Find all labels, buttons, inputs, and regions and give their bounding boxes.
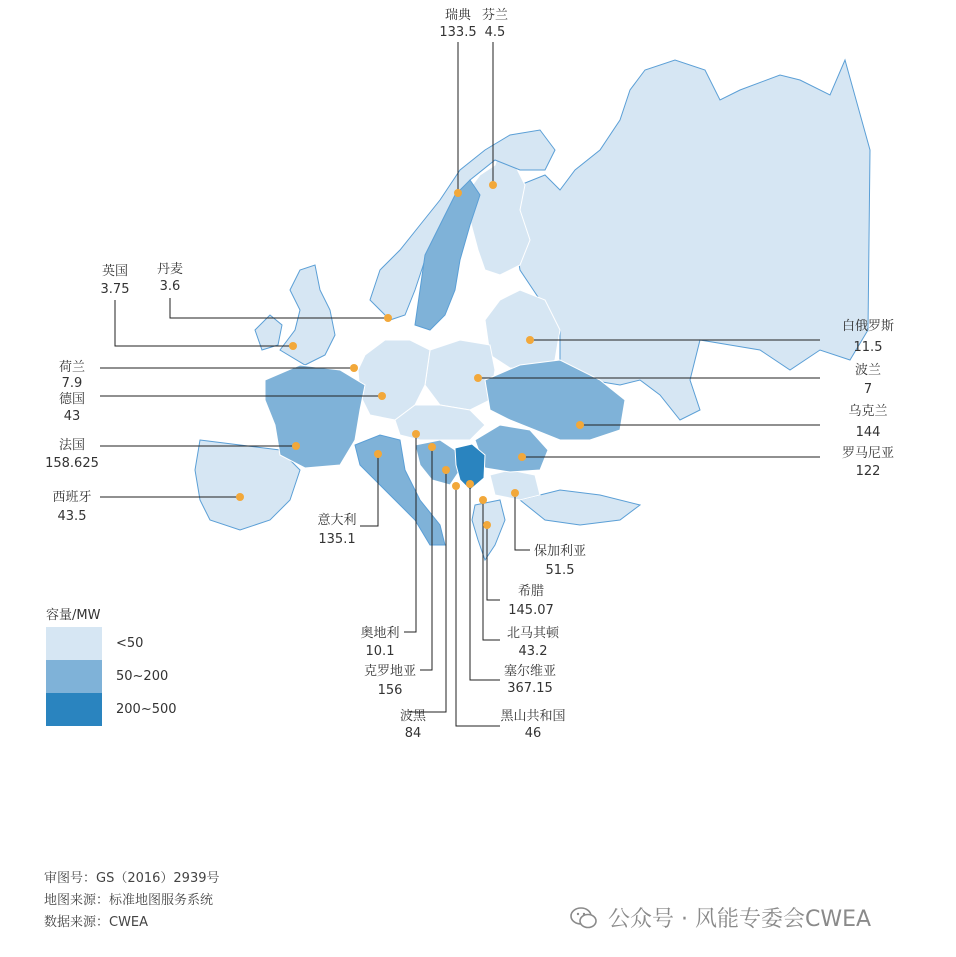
legend-swatch-mid xyxy=(46,660,102,693)
legend-label-low: <50 xyxy=(116,636,144,651)
value-croatia: 156 xyxy=(377,683,403,698)
marker-north-macedonia xyxy=(479,496,487,504)
marker-poland xyxy=(474,374,482,382)
label-bulgaria: 保加利亚 xyxy=(533,544,587,559)
value-italy: 135.1 xyxy=(318,532,356,547)
marker-austria xyxy=(412,430,420,438)
value-montenegro: 46 xyxy=(524,726,542,741)
value-germany: 43 xyxy=(63,409,81,424)
marker-spain xyxy=(236,493,244,501)
label-germany: 德国 xyxy=(58,392,86,407)
wechat-icon xyxy=(570,907,598,929)
value-bosnia: 84 xyxy=(404,726,422,741)
value-austria: 10.1 xyxy=(365,644,395,659)
leader-denmark xyxy=(170,298,388,318)
value-ukraine: 144 xyxy=(855,425,881,440)
label-ukraine: 乌克兰 xyxy=(848,404,888,419)
source-line-data: 数据来源：CWEA xyxy=(44,915,149,930)
marker-netherlands xyxy=(350,364,358,372)
label-croatia: 克罗地亚 xyxy=(363,664,417,679)
region-greece xyxy=(472,500,505,560)
value-bulgaria: 51.5 xyxy=(545,563,575,578)
leader-austria xyxy=(404,434,416,632)
marker-greece xyxy=(483,521,491,529)
value-netherlands: 7.9 xyxy=(61,376,83,391)
marker-uk xyxy=(289,342,297,350)
marker-belarus xyxy=(526,336,534,344)
marker-finland xyxy=(489,181,497,189)
label-spain: 西班牙 xyxy=(52,490,92,505)
value-finland: 4.5 xyxy=(484,25,506,40)
region-france xyxy=(265,365,365,468)
marker-italy xyxy=(374,450,382,458)
label-montenegro: 黑山共和国 xyxy=(500,709,566,724)
value-spain: 43.5 xyxy=(57,509,87,524)
land-light xyxy=(195,60,873,560)
legend-swatch-low xyxy=(46,627,102,660)
label-greece: 希腊 xyxy=(517,584,545,599)
marker-croatia xyxy=(428,443,436,451)
label-poland: 波兰 xyxy=(854,363,882,378)
label-romania: 罗马尼亚 xyxy=(841,446,895,461)
value-uk: 3.75 xyxy=(100,282,130,297)
marker-bulgaria xyxy=(511,489,519,497)
marker-germany xyxy=(378,392,386,400)
region-poland xyxy=(425,340,495,410)
legend-row-mid xyxy=(46,660,177,693)
value-poland: 7 xyxy=(863,382,873,397)
legend-label-high: 200~500 xyxy=(116,702,177,717)
source-line-approval: 审图号：GS（2016）2939号 xyxy=(44,871,220,886)
marker-france xyxy=(292,442,300,450)
region-romania xyxy=(475,425,548,472)
marker-montenegro xyxy=(452,482,460,490)
label-denmark: 丹麦 xyxy=(156,262,184,277)
legend-label-mid: 50~200 xyxy=(116,669,169,684)
value-sweden: 133.5 xyxy=(439,25,477,40)
watermark-text: 公众号 · 风能专委会CWEA xyxy=(608,907,872,932)
leader-croatia xyxy=(420,447,432,670)
legend-swatch-high xyxy=(46,693,102,726)
label-belarus: 白俄罗斯 xyxy=(841,319,895,334)
label-sweden: 瑞典 xyxy=(444,8,472,23)
value-north-macedonia: 43.2 xyxy=(518,644,548,659)
marker-romania xyxy=(518,453,526,461)
value-serbia: 367.15 xyxy=(507,681,553,696)
region-croatia-bosnia xyxy=(415,440,460,485)
marker-denmark xyxy=(384,314,392,322)
legend xyxy=(46,604,177,726)
value-france: 158.625 xyxy=(45,456,99,471)
marker-ukraine xyxy=(576,421,584,429)
source-line-map: 地图来源：标准地图服务系统 xyxy=(44,893,214,908)
region-uk xyxy=(280,265,335,365)
value-denmark: 3.6 xyxy=(159,279,181,294)
value-romania: 122 xyxy=(855,464,881,479)
value-belarus: 11.5 xyxy=(853,340,883,355)
label-uk: 英国 xyxy=(101,264,129,279)
label-serbia: 塞尔维亚 xyxy=(503,664,557,679)
legend-title: 容量/MW xyxy=(46,608,101,623)
label-italy: 意大利 xyxy=(317,513,357,528)
label-netherlands: 荷兰 xyxy=(58,360,86,375)
legend-row-high xyxy=(46,693,177,726)
label-finland: 芬兰 xyxy=(481,8,509,23)
region-ireland xyxy=(255,315,282,350)
source-notes xyxy=(44,868,220,934)
label-france: 法国 xyxy=(58,438,86,453)
label-north-macedonia: 北马其顿 xyxy=(506,626,560,641)
marker-bosnia xyxy=(442,466,450,474)
label-austria: 奥地利 xyxy=(360,626,400,641)
legend-row-low xyxy=(46,627,177,660)
value-greece: 145.07 xyxy=(508,603,554,618)
watermark xyxy=(570,902,871,933)
marker-serbia xyxy=(466,480,474,488)
marker-sweden xyxy=(454,189,462,197)
label-bosnia: 波黑 xyxy=(399,709,427,724)
region-central xyxy=(395,405,485,440)
